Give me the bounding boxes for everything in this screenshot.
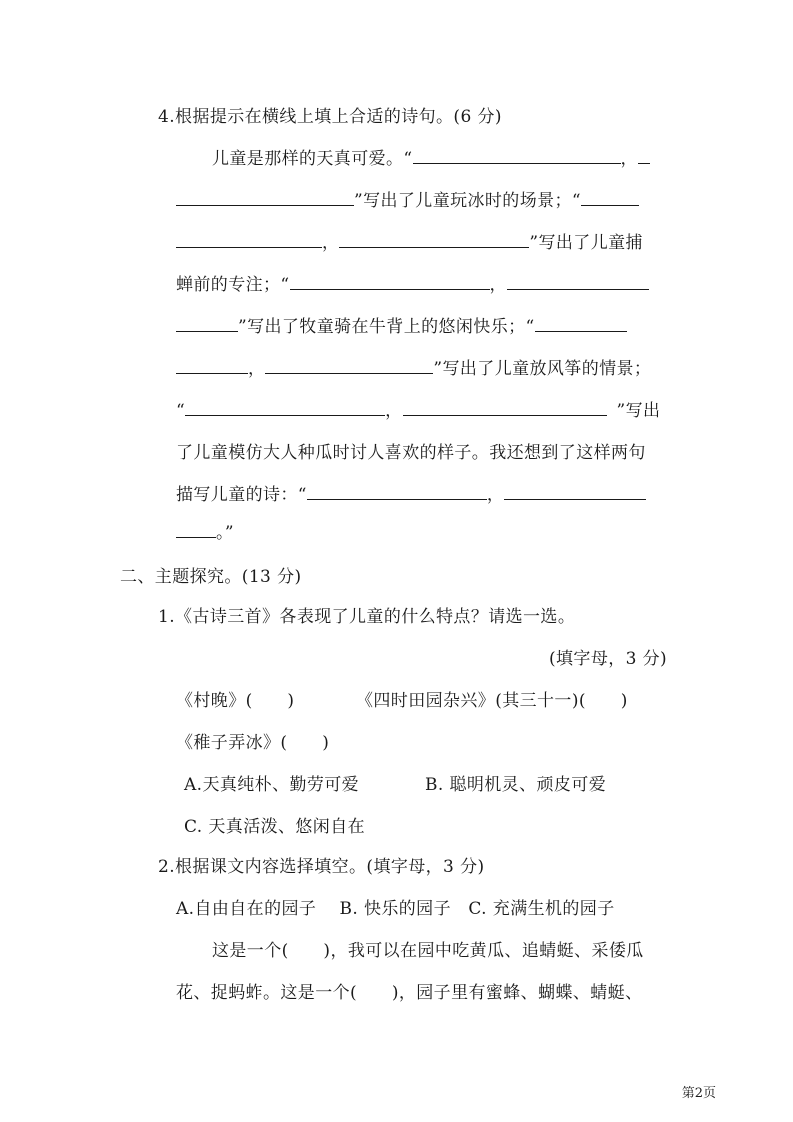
- blank-11[interactable]: [307, 485, 487, 500]
- separator: ，: [486, 485, 505, 505]
- q4-line-1-text: 儿童是那样的天真可爱。“: [212, 149, 413, 169]
- separator: ，: [248, 359, 266, 379]
- s2-q2-title: 2.根据课文内容选择填空。(填字母，3 分): [158, 857, 485, 877]
- blank-12b[interactable]: [176, 523, 216, 538]
- poem-zhizi[interactable]: 《稚子弄冰》( ): [176, 733, 330, 753]
- blank-3b[interactable]: [176, 233, 322, 248]
- blank-9[interactable]: [185, 401, 385, 416]
- blank-2b[interactable]: [176, 191, 354, 206]
- q4-line-8: 了儿童模仿大人种瓜时讨人喜欢的样子。我还想到了这样两句: [176, 443, 646, 463]
- q4-line-3: [176, 232, 643, 254]
- blank-6[interactable]: [507, 275, 649, 290]
- option-b: B. 聪明机灵、顽皮可爱: [425, 775, 607, 795]
- s2-q1-title: 1.《古诗三首》各表现了儿童的什么特点？请选一选。: [158, 607, 576, 627]
- option-a: A.天真纯朴、勤劳可爱: [184, 775, 360, 795]
- q4-line-10: [176, 522, 234, 544]
- blank-12[interactable]: [504, 485, 646, 500]
- blank-8[interactable]: [265, 359, 433, 374]
- q4-line-6: [176, 358, 651, 380]
- blank-7[interactable]: [535, 317, 627, 332]
- q4-line-1: [212, 148, 650, 170]
- q4-line-7-text: “: [176, 401, 186, 421]
- q4-line-3-text: ”写出了儿童捕: [529, 233, 643, 253]
- blank-6b[interactable]: [176, 317, 238, 332]
- q4-line-9: [176, 484, 646, 506]
- s2-q2-options: A.自由自在的园子 B. 快乐的园子 C. 充满生机的园子: [176, 899, 615, 919]
- s2-q2-text-2: 花、捉蚂蚱。这是一个( )，园子里有蜜蜂、蝴蝶、蜻蜓、: [176, 983, 643, 1003]
- blank-2[interactable]: [638, 149, 650, 164]
- q4-line-5-text: ”写出了牧童骑在牛背上的悠闲快乐；“: [238, 317, 535, 337]
- blank-4[interactable]: [339, 233, 529, 248]
- blank-5[interactable]: [290, 275, 490, 290]
- q4-line-9-text: 描写儿童的诗：“: [176, 485, 307, 505]
- blank-3[interactable]: [581, 191, 639, 206]
- section-2-title: 二、主题探究。(13 分): [120, 567, 302, 587]
- blank-7b[interactable]: [176, 359, 248, 374]
- s2-q2-text-1: 这是一个( )，我可以在园中吃黄瓜、追蜻蜓、采倭瓜: [212, 941, 644, 961]
- q4-line-2: [176, 190, 639, 212]
- q4-line-7-tail: ”写出: [616, 401, 661, 421]
- separator: ，: [385, 401, 403, 421]
- q4-line-5: [176, 316, 627, 338]
- s2-q1-note: (填字母，3 分): [549, 649, 668, 669]
- q4-line-6-text: ”写出了儿童放风筝的情景；: [433, 359, 652, 379]
- q4-line-4-text: 蝉前的专注；“: [176, 275, 290, 295]
- poem-cunwan[interactable]: 《村晚》( ): [176, 691, 295, 711]
- page-number: 第2页: [681, 1086, 716, 1101]
- separator: ，: [620, 149, 638, 169]
- q4-line-2-text: ”写出了儿童玩冰时的场景；“: [354, 191, 581, 211]
- q4-line-7: [176, 400, 660, 422]
- blank-10[interactable]: [403, 401, 607, 416]
- q4-line-10-text: 。”: [216, 523, 234, 543]
- option-c: C. 天真活泼、悠闲自在: [184, 817, 366, 837]
- poem-sishi[interactable]: 《四时田园杂兴》(其三十一)( ): [356, 691, 628, 711]
- blank-1[interactable]: [413, 149, 621, 164]
- separator: ，: [322, 233, 340, 253]
- separator: ，: [489, 275, 507, 295]
- q4-line-4: [176, 274, 649, 296]
- q4-title: 4.根据提示在横线上填上合适的诗句。(6 分): [158, 107, 502, 127]
